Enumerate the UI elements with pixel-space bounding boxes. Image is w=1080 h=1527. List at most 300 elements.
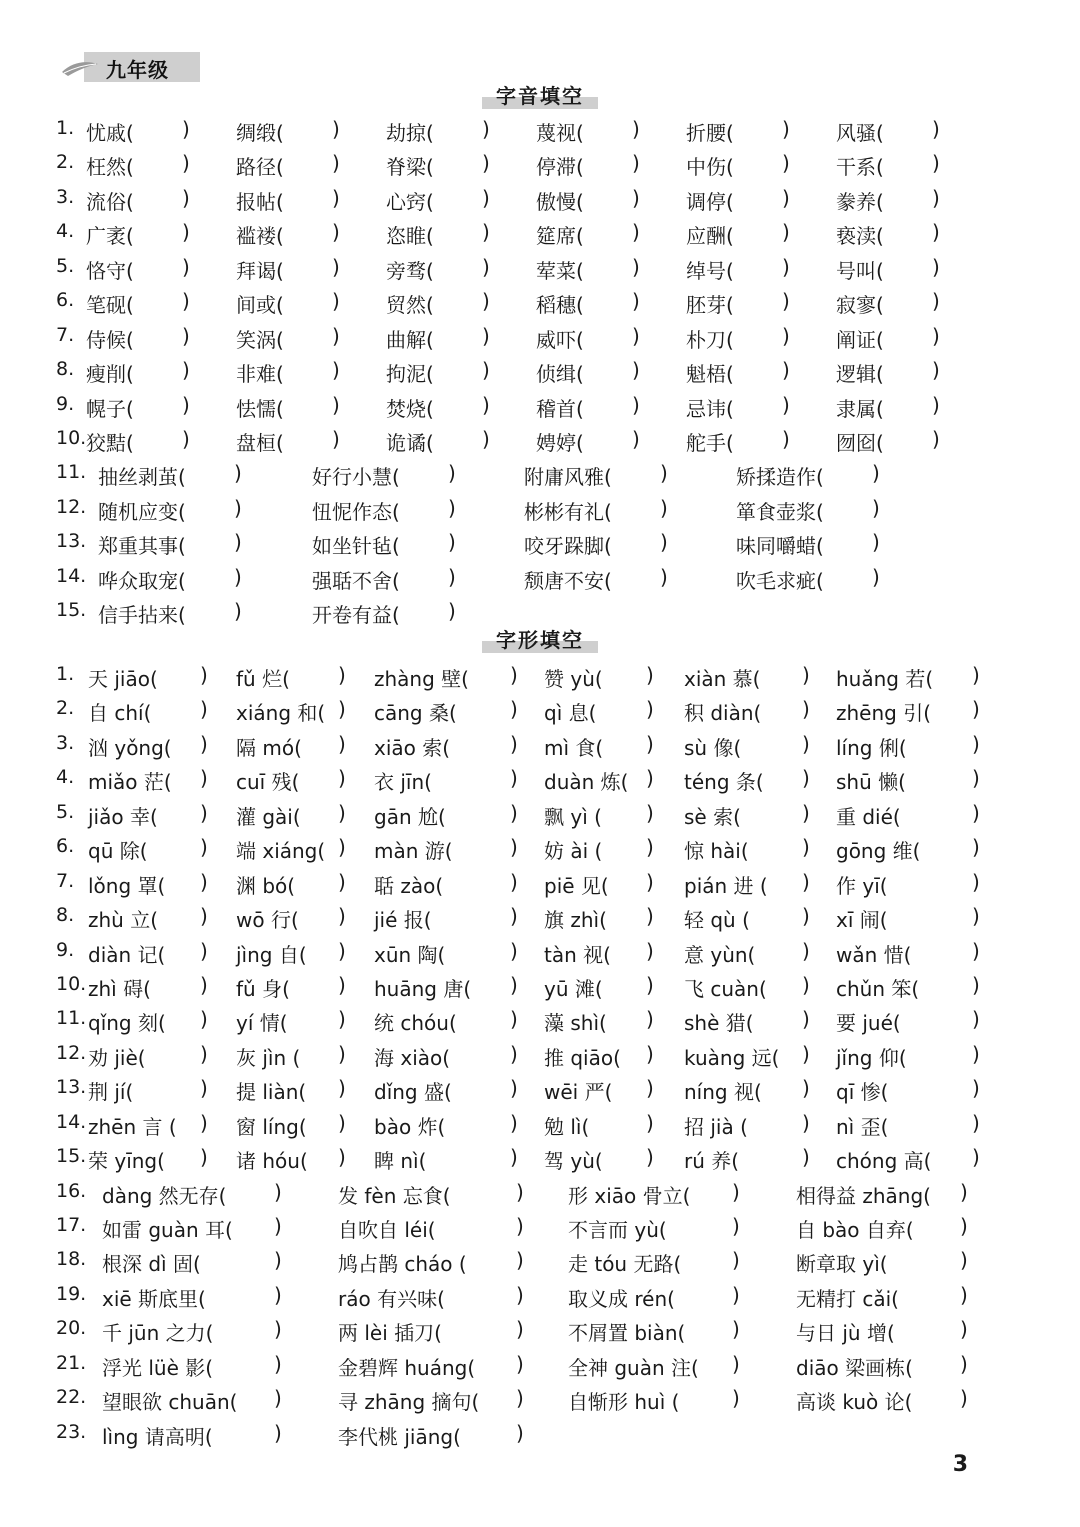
fill-blank-item[interactable] <box>236 324 346 353</box>
fill-blank-item[interactable] <box>836 1111 986 1140</box>
fill-blank-item[interactable] <box>374 1007 519 1036</box>
fill-blank-item[interactable] <box>836 255 946 284</box>
fill-blank-item[interactable] <box>544 1145 669 1174</box>
item-number: 1. <box>56 117 75 139</box>
exercise-row <box>0 184 1080 218</box>
item-text: 矫揉造作( <box>736 465 824 490</box>
fill-blank-item[interactable] <box>338 1352 523 1381</box>
fill-blank-item[interactable] <box>338 1317 523 1346</box>
blank-close-paren: ) <box>960 1248 968 1273</box>
fill-blank-item[interactable] <box>544 939 669 968</box>
fill-blank-item[interactable] <box>374 1042 519 1071</box>
fill-blank-item[interactable] <box>524 461 674 490</box>
fill-blank-item[interactable] <box>568 1386 753 1415</box>
fill-blank-item[interactable] <box>312 599 462 628</box>
fill-blank-item[interactable] <box>544 870 669 899</box>
item-text: duàn 炼( <box>544 770 629 795</box>
item-text: 飘 yì ( <box>544 804 602 829</box>
fill-blank-item[interactable] <box>86 151 196 180</box>
item-text: 蔑视( <box>536 121 584 145</box>
fill-blank-item[interactable] <box>312 565 462 594</box>
fill-blank-item[interactable] <box>312 496 462 525</box>
fill-blank-item[interactable] <box>236 1007 361 1036</box>
fill-blank-item[interactable] <box>236 973 361 1002</box>
fill-blank-item[interactable] <box>338 1180 523 1209</box>
blank-close-paren: ) <box>200 1041 208 1066</box>
item-number: 6. <box>56 289 75 312</box>
exercise-row <box>0 1109 1080 1143</box>
fill-blank-item[interactable] <box>736 461 886 490</box>
fill-blank-item[interactable] <box>686 151 796 180</box>
fill-blank-item[interactable] <box>236 697 361 726</box>
fill-blank-item[interactable] <box>568 1248 753 1277</box>
fill-blank-item[interactable] <box>102 1421 287 1450</box>
fill-blank-item[interactable] <box>86 324 196 353</box>
blank-close-paren: ) <box>632 289 640 314</box>
fill-blank-item[interactable] <box>236 427 346 456</box>
blank-close-paren: ) <box>200 766 208 791</box>
fill-blank-item[interactable] <box>374 973 519 1002</box>
blank-close-paren: ) <box>200 869 208 894</box>
blank-close-paren: ) <box>660 495 668 520</box>
fill-blank-item[interactable] <box>684 1042 814 1071</box>
exercise-row <box>0 730 1080 764</box>
fill-blank-item[interactable] <box>88 1042 213 1071</box>
blank-close-paren: ) <box>972 663 980 687</box>
item-text: 汹 yǒng( <box>88 735 172 760</box>
fill-blank-item[interactable] <box>236 939 361 968</box>
blank-close-paren: ) <box>516 1282 524 1307</box>
fill-blank-item[interactable] <box>836 427 946 456</box>
fill-blank-item[interactable] <box>338 1421 523 1450</box>
blank-close-paren: ) <box>482 185 490 210</box>
fill-blank-item[interactable] <box>836 220 946 249</box>
fill-blank-item[interactable] <box>374 904 519 933</box>
fill-blank-item[interactable] <box>836 973 986 1002</box>
item-text: 积 diàn( <box>684 701 762 726</box>
blank-close-paren: ) <box>516 1248 524 1273</box>
fill-blank-item[interactable] <box>836 117 946 146</box>
fill-blank-item[interactable] <box>568 1180 753 1209</box>
fill-blank-item[interactable] <box>796 1352 981 1381</box>
fill-blank-item[interactable] <box>536 289 646 318</box>
fill-blank-item[interactable] <box>88 939 213 968</box>
item-text: 根深 dì 固( <box>102 1252 201 1277</box>
fill-blank-item[interactable] <box>236 1145 361 1174</box>
fill-blank-item[interactable] <box>684 766 814 795</box>
fill-blank-item[interactable] <box>236 358 346 387</box>
fill-blank-item[interactable] <box>374 870 519 899</box>
blank-close-paren: ) <box>782 323 790 348</box>
item-text: 间或( <box>236 293 284 318</box>
fill-blank-item[interactable] <box>836 697 986 726</box>
fill-blank-item[interactable] <box>386 393 496 422</box>
fill-blank-item[interactable] <box>536 358 646 387</box>
fill-blank-item[interactable] <box>684 1076 814 1105</box>
fill-blank-item[interactable] <box>98 530 248 559</box>
exercise-row <box>0 391 1080 425</box>
blank-close-paren: ) <box>182 254 190 279</box>
fill-blank-item[interactable] <box>236 870 361 899</box>
fill-blank-item[interactable] <box>544 1076 669 1105</box>
fill-blank-item[interactable] <box>236 663 361 692</box>
fill-blank-item[interactable] <box>836 904 986 933</box>
fill-blank-item[interactable] <box>686 324 796 353</box>
blank-close-paren: ) <box>802 663 810 687</box>
fill-blank-item[interactable] <box>796 1386 981 1415</box>
fill-blank-item[interactable] <box>684 904 814 933</box>
fill-blank-item[interactable] <box>102 1386 287 1415</box>
fill-blank-item[interactable] <box>386 289 496 318</box>
blank-close-paren: ) <box>332 220 340 245</box>
blank-close-paren: ) <box>782 185 790 210</box>
fill-blank-item[interactable] <box>544 663 669 692</box>
blank-close-paren: ) <box>182 323 190 348</box>
blank-close-paren: ) <box>338 800 346 825</box>
fill-blank-item[interactable] <box>544 904 669 933</box>
fill-blank-item[interactable] <box>796 1317 981 1346</box>
blank-close-paren: ) <box>732 1214 740 1238</box>
fill-blank-item[interactable] <box>88 1076 213 1105</box>
fill-blank-item[interactable] <box>684 1007 814 1036</box>
item-text: 号叫( <box>836 258 884 283</box>
fill-blank-item[interactable] <box>836 393 946 422</box>
blank-close-paren: ) <box>338 869 346 894</box>
item-text: xiē 斯底里( <box>102 1286 206 1311</box>
fill-blank-item[interactable] <box>568 1283 753 1312</box>
fill-blank-item[interactable] <box>88 870 213 899</box>
fill-blank-item[interactable] <box>312 461 462 490</box>
fill-blank-item[interactable] <box>88 835 213 864</box>
item-text: 自 chí( <box>88 701 152 726</box>
fill-blank-item[interactable] <box>386 427 496 456</box>
fill-blank-item[interactable] <box>686 289 796 318</box>
item-text: 郑重其事( <box>98 534 186 559</box>
fill-blank-item[interactable] <box>236 904 361 933</box>
fill-blank-item[interactable] <box>102 1214 287 1243</box>
fill-blank-item[interactable] <box>86 255 196 284</box>
fill-blank-item[interactable] <box>236 766 361 795</box>
item-number: 4. <box>56 220 75 243</box>
fill-blank-item[interactable] <box>684 697 814 726</box>
blank-close-paren: ) <box>872 564 880 589</box>
fill-blank-item[interactable] <box>374 835 519 864</box>
fill-blank-item[interactable] <box>88 973 213 1002</box>
blank-close-paren: ) <box>802 1110 810 1135</box>
fill-blank-item[interactable] <box>86 427 196 456</box>
fill-blank-item[interactable] <box>102 1283 287 1312</box>
fill-blank-item[interactable] <box>524 496 674 525</box>
fill-blank-item[interactable] <box>102 1317 287 1346</box>
item-text: 荆 jí( <box>88 1080 134 1105</box>
fill-blank-item[interactable] <box>374 1145 519 1174</box>
fill-blank-item[interactable] <box>686 220 796 249</box>
page-number: 3 <box>952 1452 968 1477</box>
fill-blank-item[interactable] <box>236 732 361 761</box>
fill-blank-item[interactable] <box>544 697 669 726</box>
fill-blank-item[interactable] <box>88 1007 213 1036</box>
fill-blank-item[interactable] <box>836 151 946 180</box>
blank-close-paren: ) <box>200 938 208 963</box>
fill-blank-item[interactable] <box>88 904 213 933</box>
fill-blank-item[interactable] <box>684 801 814 830</box>
fill-blank-item[interactable] <box>836 1042 986 1071</box>
fill-blank-item[interactable] <box>536 427 646 456</box>
blank-close-paren: ) <box>274 1386 282 1411</box>
blank-close-paren: ) <box>510 697 518 722</box>
blank-close-paren: ) <box>972 835 980 860</box>
fill-blank-item[interactable] <box>836 358 946 387</box>
blank-close-paren: ) <box>234 599 242 624</box>
fill-blank-item[interactable] <box>686 186 796 215</box>
item-number: 3. <box>56 731 75 754</box>
fill-blank-item[interactable] <box>236 801 361 830</box>
exercise-row <box>0 149 1080 183</box>
fill-blank-item[interactable] <box>374 939 519 968</box>
fill-blank-item[interactable] <box>684 835 814 864</box>
item-text: 忸怩作态( <box>312 499 400 524</box>
fill-blank-item[interactable] <box>536 186 646 215</box>
exercise-row <box>0 1315 1080 1349</box>
fill-blank-item[interactable] <box>386 358 496 387</box>
fill-blank-item[interactable] <box>88 663 213 692</box>
blank-close-paren: ) <box>782 392 790 417</box>
item-text: 枉然( <box>86 155 134 180</box>
exercise-row <box>0 287 1080 321</box>
fill-blank-item[interactable] <box>86 393 196 422</box>
fill-blank-item[interactable] <box>836 324 946 353</box>
fill-blank-item[interactable] <box>236 117 346 146</box>
fill-blank-item[interactable] <box>236 393 346 422</box>
blank-close-paren: ) <box>482 323 490 348</box>
fill-blank-item[interactable] <box>524 530 674 559</box>
fill-blank-item[interactable] <box>374 1111 519 1140</box>
fill-blank-item[interactable] <box>836 1145 986 1174</box>
fill-blank-item[interactable] <box>836 870 986 899</box>
fill-blank-item[interactable] <box>98 599 248 628</box>
fill-blank-item[interactable] <box>686 255 796 284</box>
fill-blank-item[interactable] <box>544 766 669 795</box>
blank-close-paren: ) <box>338 1145 346 1170</box>
fill-blank-item[interactable] <box>374 1076 519 1105</box>
item-text: 抽丝剥茧( <box>98 465 186 490</box>
blank-close-paren: ) <box>646 731 654 756</box>
character-form-exercise-list <box>0 661 1080 1453</box>
fill-blank-item[interactable] <box>386 255 496 284</box>
fill-blank-item[interactable] <box>236 151 346 180</box>
item-text: 怯懦( <box>236 396 284 421</box>
fill-blank-item[interactable] <box>374 801 519 830</box>
blank-close-paren: ) <box>646 766 654 791</box>
fill-blank-item[interactable] <box>686 427 796 456</box>
fill-blank-item[interactable] <box>536 220 646 249</box>
item-text: 恪守( <box>86 258 134 283</box>
fill-blank-item[interactable] <box>236 289 346 318</box>
fill-blank-item[interactable] <box>796 1180 981 1209</box>
fill-blank-item[interactable] <box>736 496 886 525</box>
fill-blank-item[interactable] <box>88 1145 213 1174</box>
fill-blank-item[interactable] <box>236 255 346 284</box>
item-number: 5. <box>56 800 75 823</box>
fill-blank-item[interactable] <box>536 151 646 180</box>
fill-blank-item[interactable] <box>88 732 213 761</box>
fill-blank-item[interactable] <box>88 766 213 795</box>
item-text: shū 懒( <box>836 770 906 795</box>
fill-blank-item[interactable] <box>796 1214 981 1243</box>
fill-blank-item[interactable] <box>684 732 814 761</box>
fill-blank-item[interactable] <box>374 766 519 795</box>
blank-close-paren: ) <box>234 461 242 486</box>
fill-blank-item[interactable] <box>86 117 196 146</box>
fill-blank-item[interactable] <box>568 1317 753 1346</box>
item-text: 望眼欲 chuān( <box>102 1390 238 1415</box>
fill-blank-item[interactable] <box>386 220 496 249</box>
item-text: 衣 jīn( <box>374 770 432 795</box>
blank-close-paren: ) <box>182 151 190 176</box>
fill-blank-item[interactable] <box>544 801 669 830</box>
item-text: 推 qiāo( <box>544 1045 621 1070</box>
item-number: 16. <box>56 1179 87 1202</box>
fill-blank-item[interactable] <box>386 117 496 146</box>
item-text: zhì 碍( <box>88 976 151 1001</box>
fill-blank-item[interactable] <box>86 220 196 249</box>
fill-blank-item[interactable] <box>536 255 646 284</box>
item-text: 幌子( <box>86 396 134 421</box>
fill-blank-item[interactable] <box>736 530 886 559</box>
exercise-row <box>0 1178 1080 1212</box>
fill-blank-item[interactable] <box>544 732 669 761</box>
fill-blank-item[interactable] <box>88 801 213 830</box>
fill-blank-item[interactable] <box>544 1111 669 1140</box>
fill-blank-item[interactable] <box>338 1386 523 1415</box>
fill-blank-item[interactable] <box>386 324 496 353</box>
fill-blank-item[interactable] <box>338 1248 523 1277</box>
fill-blank-item[interactable] <box>312 530 462 559</box>
item-text: 重 dié( <box>836 804 901 829</box>
item-text: zhēn 言 ( <box>88 1114 177 1139</box>
blank-close-paren: ) <box>182 289 190 314</box>
fill-blank-item[interactable] <box>386 186 496 215</box>
fill-blank-item[interactable] <box>796 1248 981 1277</box>
blank-close-paren: ) <box>332 254 340 279</box>
item-text: 端 xiáng( <box>236 839 326 864</box>
item-text: rú 养( <box>684 1149 740 1174</box>
fill-blank-item[interactable] <box>568 1352 753 1381</box>
fill-blank-item[interactable] <box>98 565 248 594</box>
fill-blank-item[interactable] <box>98 496 248 525</box>
fill-blank-item[interactable] <box>374 697 519 726</box>
fill-blank-item[interactable] <box>836 801 986 830</box>
blank-close-paren: ) <box>646 1041 654 1066</box>
fill-blank-item[interactable] <box>524 565 674 594</box>
fill-blank-item[interactable] <box>836 835 986 864</box>
exercise-row <box>0 218 1080 252</box>
fill-blank-item[interactable] <box>568 1214 753 1243</box>
blank-close-paren: ) <box>932 117 940 141</box>
fill-blank-item[interactable] <box>236 1076 361 1105</box>
fill-blank-item[interactable] <box>796 1283 981 1312</box>
fill-blank-item[interactable] <box>836 289 946 318</box>
fill-blank-item[interactable] <box>236 186 346 215</box>
fill-blank-item[interactable] <box>686 117 796 146</box>
fill-blank-item[interactable] <box>536 324 646 353</box>
fill-blank-item[interactable] <box>236 835 361 864</box>
fill-blank-item[interactable] <box>102 1248 287 1277</box>
blank-close-paren: ) <box>338 766 346 791</box>
fill-blank-item[interactable] <box>374 663 519 692</box>
fill-blank-item[interactable] <box>236 1111 361 1140</box>
item-text: 阐证( <box>836 327 884 352</box>
fill-blank-item[interactable] <box>836 939 986 968</box>
fill-blank-item[interactable] <box>544 835 669 864</box>
fill-blank-item[interactable] <box>536 117 646 146</box>
fill-blank-item[interactable] <box>686 358 796 387</box>
fill-blank-item[interactable] <box>374 732 519 761</box>
fill-blank-item[interactable] <box>836 663 986 692</box>
fill-blank-item[interactable] <box>544 973 669 1002</box>
item-text: xiāo 索( <box>374 735 451 760</box>
fill-blank-item[interactable] <box>88 697 213 726</box>
fill-blank-item[interactable] <box>338 1283 523 1312</box>
fill-blank-item[interactable] <box>684 939 814 968</box>
fill-blank-item[interactable] <box>236 220 346 249</box>
fill-blank-item[interactable] <box>836 1007 986 1036</box>
fill-blank-item[interactable] <box>544 1007 669 1036</box>
fill-blank-item[interactable] <box>236 1042 361 1071</box>
item-text: 侦缉( <box>536 362 584 387</box>
fill-blank-item[interactable] <box>98 461 248 490</box>
blank-close-paren: ) <box>510 731 518 756</box>
item-text: 味同嚼蜡( <box>736 534 824 559</box>
fill-blank-item[interactable] <box>88 1111 213 1140</box>
fill-blank-item[interactable] <box>836 186 946 215</box>
fill-blank-item[interactable] <box>536 393 646 422</box>
fill-blank-item[interactable] <box>684 973 814 1002</box>
item-text: fǔ 身( <box>236 976 290 1001</box>
blank-close-paren: ) <box>972 972 980 997</box>
item-text: 威吓( <box>536 327 584 352</box>
fill-blank-item[interactable] <box>836 766 986 795</box>
item-text: 旁骛( <box>386 258 434 283</box>
fill-blank-item[interactable] <box>102 1180 287 1209</box>
fill-blank-item[interactable] <box>736 565 886 594</box>
fill-blank-item[interactable] <box>86 186 196 215</box>
item-number: 6. <box>56 835 75 858</box>
fill-blank-item[interactable] <box>684 1111 814 1140</box>
exercise-row <box>0 1384 1080 1418</box>
fill-blank-item[interactable] <box>684 663 814 692</box>
fill-blank-item[interactable] <box>686 393 796 422</box>
blank-close-paren: ) <box>182 185 190 210</box>
fill-blank-item[interactable] <box>338 1214 523 1243</box>
item-text: 作 yī( <box>836 873 888 898</box>
fill-blank-item[interactable] <box>86 358 196 387</box>
blank-close-paren: ) <box>802 731 810 756</box>
blank-close-paren: ) <box>972 766 980 791</box>
fill-blank-item[interactable] <box>684 870 814 899</box>
fill-blank-item[interactable] <box>86 289 196 318</box>
fill-blank-item[interactable] <box>386 151 496 180</box>
fill-blank-item[interactable] <box>836 732 986 761</box>
item-text: 鸠占鹊 cháo ( <box>338 1252 467 1277</box>
fill-blank-item[interactable] <box>102 1352 287 1381</box>
blank-close-paren: ) <box>510 1041 518 1066</box>
blank-close-paren: ) <box>516 1386 524 1411</box>
fill-blank-item[interactable] <box>836 1076 986 1105</box>
blank-close-paren: ) <box>732 1317 740 1342</box>
fill-blank-item[interactable] <box>544 1042 669 1071</box>
fill-blank-item[interactable] <box>684 1145 814 1174</box>
